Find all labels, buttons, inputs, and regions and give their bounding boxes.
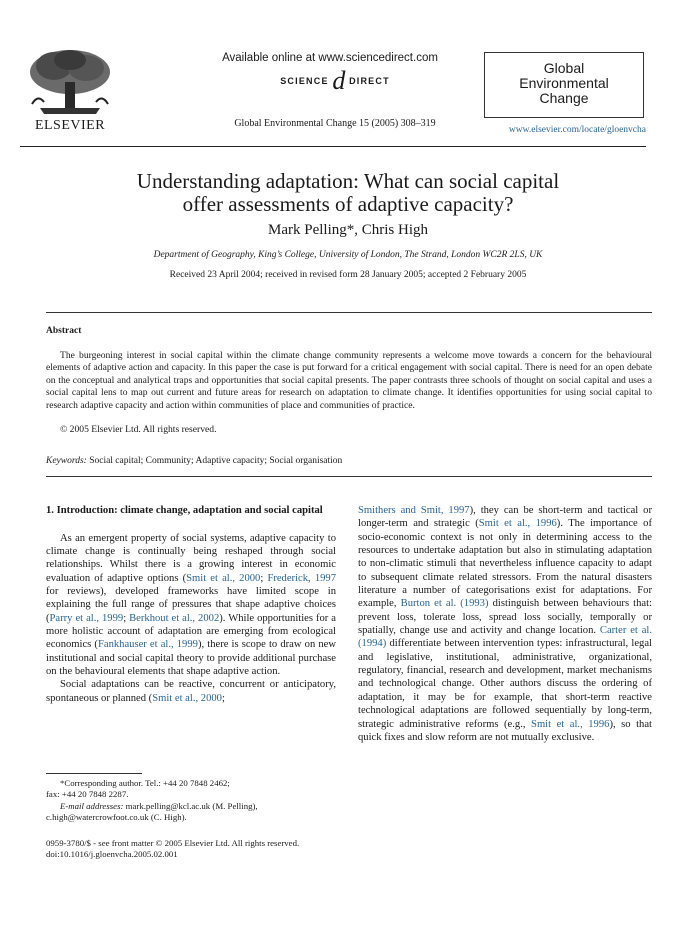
keywords-list: Social capital; Community; Adaptive capacity; Social organisation [89,456,343,466]
paragraph-text: ; [221,692,225,704]
keywords [46,456,342,466]
paragraph-text: for reviews), developed frameworks have limited scope in explaining the full range of pressures that shape adaptive choices ( [46,585,336,624]
sd-logo-mark-icon: d [332,66,346,95]
citation-link[interactable]: Carter et al. (1994) [358,625,652,650]
paragraph-text: ; [260,572,268,584]
sd-logo-left: SCIENCE [280,76,329,86]
footnote-email [46,801,336,812]
footnote-divider [46,773,142,774]
paragraph-text: Social adaptations can be reactive, concurrent or anticipatory, spontaneous or planned ( [46,679,336,704]
paragraph [46,532,336,679]
abstract-heading: Abstract [46,326,82,336]
citation-link[interactable]: Parry et al., 1999 [49,612,124,624]
paragraph-text: ). The importance of socio-economic context is not only in determining access to the resources to undertake adaptation but also in stimulating adaptation to non-climatic stimuli that nevertheless influence capacity to adapt to subsequent climate related stressors. From the natural disasters literature a number of categorisations exist for adaptations. For example, [358,518,652,610]
citation-link[interactable]: Smit et al., 1996 [531,718,610,730]
article-title [60,170,636,216]
citation-link[interactable]: Smithers and Smit, 1997 [358,505,470,516]
abstract-copyright: © 2005 Elsevier Ltd. All rights reserved. [60,424,217,435]
citation-link[interactable]: Fankhauser et al., 1999 [97,639,198,651]
paragraph [358,504,652,744]
paragraph-text: distinguish between behaviours that: prevent loss, tolerate loss, spread loss socially, temporally or spatially, change use and activity and change location. [358,598,652,637]
elsevier-logo [20,44,120,134]
journal-url-link[interactable]: www.elsevier.com/locate/gloenvcha [508,125,646,135]
citation-link[interactable]: Smit et al., 2000 [186,572,261,584]
citation-link[interactable]: Berkhout et al., 2002 [129,612,220,624]
header-divider [20,146,646,147]
citation-link[interactable]: Smit et al., 1996 [478,518,557,530]
paragraph-text: ; [123,612,130,624]
article-authors: Mark Pelling*, Chris High [268,222,428,238]
abstract-top-divider [46,312,652,313]
article-title-line: Understanding adaptation: What can social capital [136,169,560,193]
abstract-text: The burgeoning interest in social capital within the climate change community represents a welcome move towards a concern for the behavioural elements of adaptive action and capacity. In this paper the case is put forward for a critical engagement with social capital. There is need for an open debate on the conceptual and analytical traps and opportunities that social capital presents. The paper contrasts three schools of thought on social capital and uses a social capital lens to map out current and future areas for research on adaptation to climate change. It identifies opportunities for using social capital to research adaptive capacity and action within communities of place and communities of practice. [46,350,652,411]
keywords-label: Keywords: [46,456,87,466]
front-matter-info [46,838,386,861]
citation-link[interactable]: Smit et al., 2000 [152,692,222,704]
journal-title-box [484,52,644,118]
citation-link[interactable]: Burton et al. (1993) [400,598,489,610]
journal-title-line: Global [543,60,585,76]
journal-title-line: Change [539,90,589,106]
sciencedirect-logo [220,66,450,96]
footnote-email-pelling[interactable]: mark.pelling@kcl.ac.uk (M. Pelling), [123,800,258,811]
paragraph-text: ). While opportunities for a more holistic account of adaptation are emerging from ecological economics ( [46,612,336,651]
paragraph-text: ), there is scope to draw on new institutional and social capital theory to provide additional purchase on the behavioural elements that shape adaptive action. [46,639,337,677]
journal-title-line: Environmental [519,75,609,91]
footnote-fax: fax: +44 20 7848 2287. [46,789,129,800]
paragraph [46,678,336,705]
available-online-text: Available online at www.sciencedirect.com [222,52,438,64]
publisher-name: ELSEVIER [34,118,106,133]
body-column-left [46,504,336,705]
paragraph-text: differentiate between intervention types: infrastructural, legal and legislative, institutional, administrative, organizational, regulatory, financial, research and development, market mechanisms and technological change. Other authors discuss the ordering of adaptation, it may be for example, that short-term reactive technological adaptations are followed sequentially by long-term, strategic administrative reforms (e.g., [358,638,652,730]
paragraph-text: ), so that quick fixes and slow reform are not mutually exclusive. [358,718,653,743]
footnote-email-label: E-mail addresses: [60,800,124,811]
abstract-bottom-divider [46,476,652,477]
journal-title [485,53,643,106]
issn-copyright: 0959-3780/$ - see front matter © 2005 Elsevier Ltd. All rights reserved. [46,838,300,848]
article-dates: Received 23 April 2004; received in revised form 28 January 2005; accepted 2 February 2005 [169,270,527,280]
paragraph-text: As an emergent property of social systems, adaptive capacity to climate change is continually being reshaped through social relationships. Whilst there is a growing interest in economic evaluation of adaptive options ( [46,532,336,584]
footnote-email-high[interactable]: c.high@watercrowfoot.co.uk (C. High). [46,812,187,823]
journal-reference: Global Environmental Change 15 (2005) 308–319 [234,118,436,129]
tree-emblem-icon [20,44,120,116]
paragraph-text: ), they can be short-term and tactical or longer-term and strategic ( [358,505,653,530]
body-column-right [358,504,652,744]
section-heading: 1. Introduction: climate change, adaptation and social capital [46,505,323,516]
article-affiliation: Department of Geography, King’s College, University of London, The Strand, London WC2R 2LS, UK [153,250,543,260]
sd-logo-right: DIRECT [349,76,390,86]
article-title-line: offer assessments of adaptive capacity? [182,192,514,216]
footnote [46,778,336,824]
footnote-corresponding: *Corresponding author. Tel.: +44 20 7848 2462; [60,778,230,788]
doi[interactable]: doi:10.1016/j.gloenvcha.2005.02.001 [46,849,178,860]
citation-link[interactable]: Frederick, 1997 [267,572,337,584]
